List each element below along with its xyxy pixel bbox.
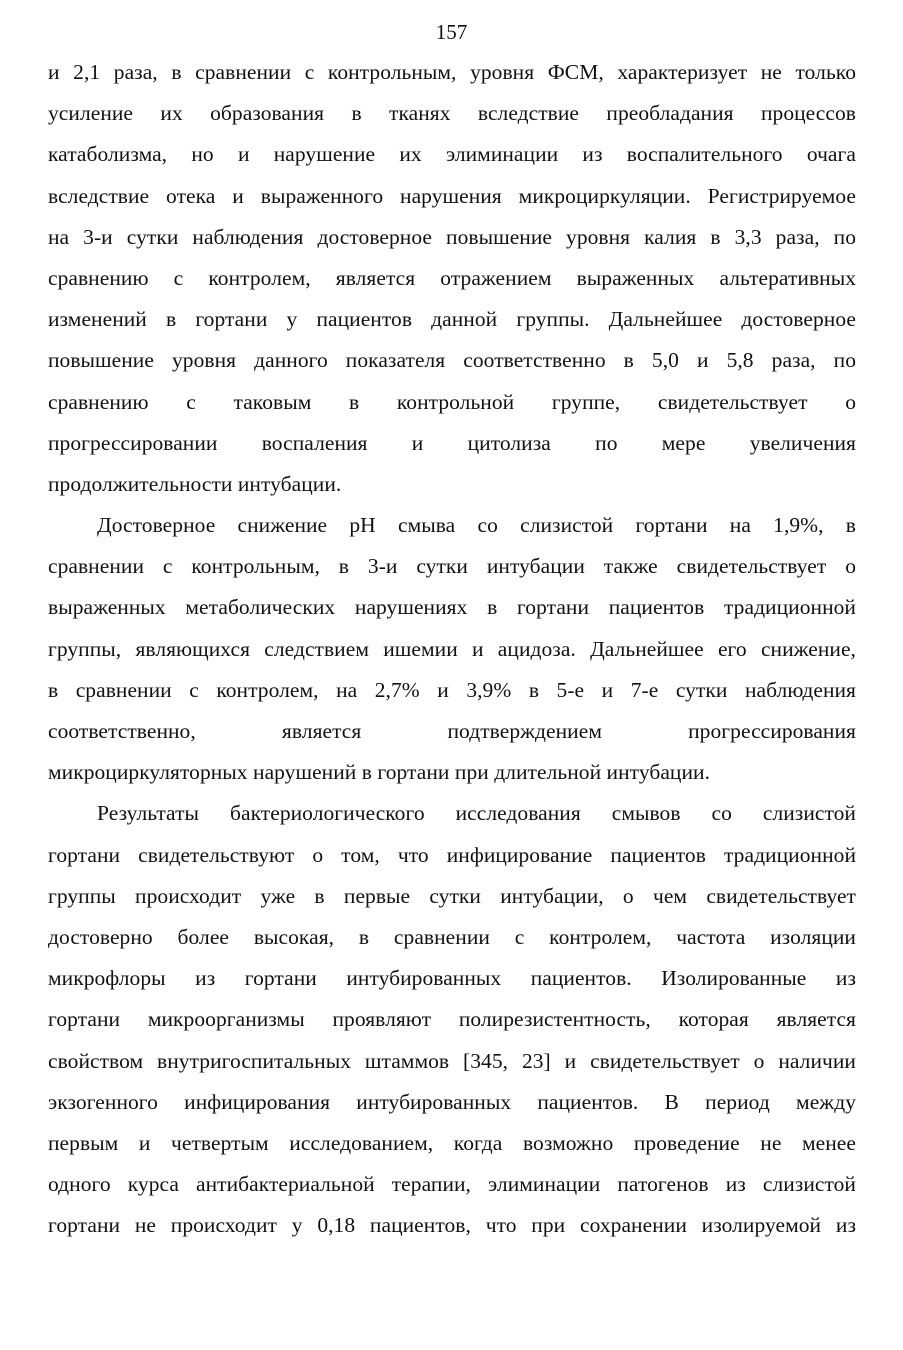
text-line: достоверно более высокая, в сравнении с контролем, частота изоляции	[48, 924, 856, 949]
paragraph-3	[48, 793, 856, 1246]
text-line: в сравнении с контролем, на 2,7% и 3,9% в 5-е и 7-е сутки наблюдения	[48, 677, 856, 702]
text-line: одного курса антибактериальной терапии, элиминации патогенов из слизистой	[48, 1172, 856, 1197]
text-line: группы происходит уже в первые сутки интубации, о чем свидетельствует	[48, 883, 856, 908]
text-line: изменений в гортани у пациентов данной группы. Дальнейшее достоверное	[48, 307, 856, 332]
body-text	[48, 52, 856, 1246]
paragraph-1	[48, 52, 856, 505]
text-line: соответственно, является подтверждением прогрессирования	[48, 719, 856, 743]
text-line: гортани микроорганизмы проявляют полирезистентность, которая является	[48, 1007, 856, 1032]
text-line: Достоверное снижение pH смыва со слизистой гортани на 1,9%, в	[97, 513, 856, 538]
text-line: гортани не происходит у 0,18 пациентов, что при сохранении изолируемой из	[48, 1213, 856, 1238]
text-line: прогрессировании воспаления и цитолиза по мере увеличения	[48, 430, 856, 455]
text-line: микрофлоры из гортани интубированных пациентов. Изолированные из	[48, 966, 856, 991]
paragraph-2	[48, 505, 856, 793]
text-line: группы, являющихся следствием ишемии и ацидоза. Дальнейшее его снижение,	[48, 636, 856, 661]
text-line: гортани свидетельствуют о том, что инфицирование пациентов традиционной	[48, 842, 856, 867]
text-line: Результаты бактериологического исследования смывов со слизистой	[97, 801, 856, 826]
text-line: первым и четвертым исследованием, когда возможно проведение не менее	[48, 1130, 856, 1155]
text-line: микроциркуляторных нарушений в гортани при длительной интубации.	[48, 760, 711, 785]
text-line: сравнении с контрольным, в 3-и сутки интубации также свидетельствует о	[48, 554, 856, 579]
text-line: экзогенного инфицирования интубированных пациентов. В период между	[48, 1089, 856, 1114]
text-line: повышение уровня данного показателя соответственно в 5,0 и 5,8 раза, по	[48, 348, 856, 373]
text-line: выраженных метаболических нарушениях в гортани пациентов традиционной	[48, 595, 856, 620]
text-line: свойством внутригоспитальных штаммов [345, 23] и свидетельствует о наличии	[48, 1048, 856, 1073]
text-line: продолжительности интубации.	[48, 471, 342, 496]
text-line: вследствие отека и выраженного нарушения микроциркуляции. Регистрируемое	[48, 183, 856, 208]
text-line: усиление их образования в тканях вследствие преобладания процессов	[48, 101, 856, 126]
text-line: и 2,1 раза, в сравнении с контрольным, уровня ФСМ, характеризует не только	[48, 60, 856, 84]
text-line: на 3-и сутки наблюдения достоверное повышение уровня калия в 3,3 раза, по	[48, 224, 856, 249]
text-line: сравнению с таковым в контрольной группе, свидетельствует о	[48, 389, 856, 414]
text-line: сравнению с контролем, является отражением выраженных альтеративных	[48, 265, 856, 290]
page-number: 157	[435, 20, 468, 44]
text-line: катаболизма, но и нарушение их элиминации из воспалительного очага	[48, 142, 856, 167]
